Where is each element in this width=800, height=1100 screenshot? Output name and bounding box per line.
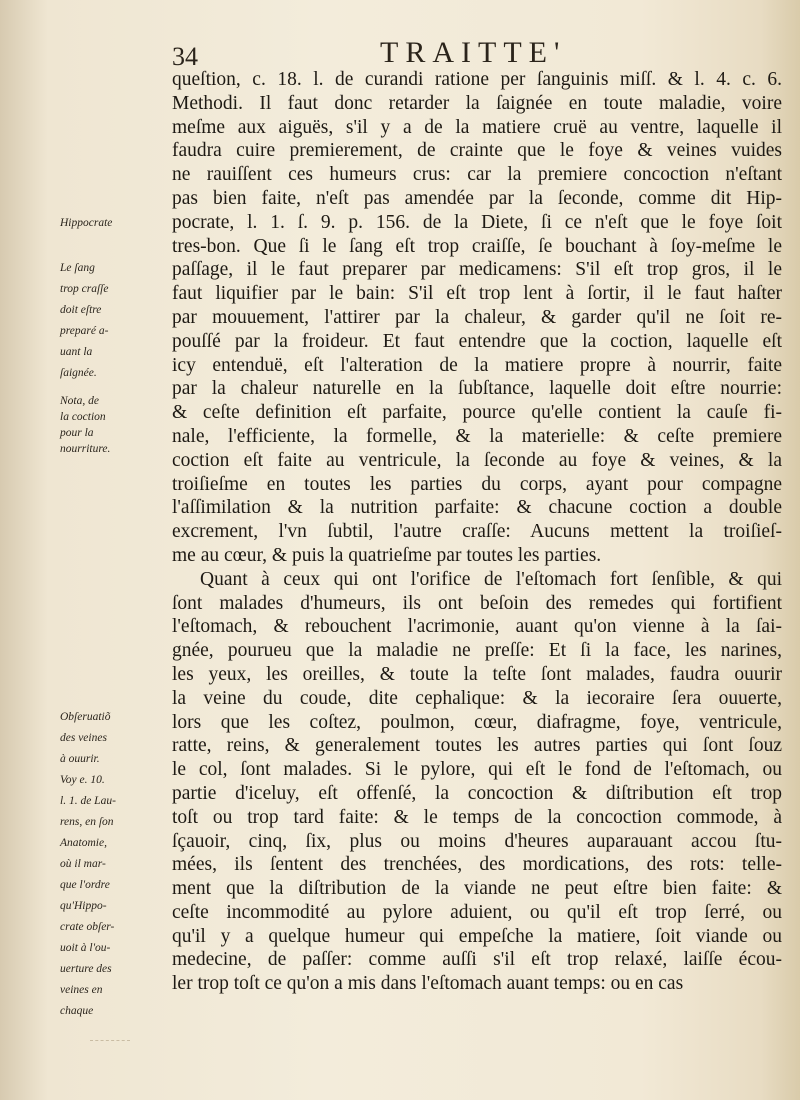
text-line: pouſſé par la froideur. Et faut entendre que la coction, laquelle eſt <box>172 330 782 352</box>
margin-note-line: l. 1. de Lau- <box>60 795 116 807</box>
margin-note <box>60 707 165 1022</box>
text-line: pas bien faite, n'eſt pas amendée par la ſeconde, comme dit Hip- <box>172 187 782 209</box>
margin-note-line: Hippocrate <box>60 217 113 229</box>
text-line: troiſieſme en toutes les parties du corps, ayant pour compagne <box>172 473 782 495</box>
margin-note-line: chaque <box>60 1005 94 1017</box>
text-line: excrement, l'vn ſubtil, l'autre craſſe: Aucuns mettent la troiſieſ- <box>172 521 782 543</box>
text-line: & ceſte definition eſt parfaite, pource qu'elle contient la cauſe fi- <box>172 402 782 424</box>
text-line: le col, ſont malades. Si le pylore, qui eſt le fond de l'eſtomach, ou <box>172 759 782 781</box>
margin-note-line: que l'ordre <box>60 879 110 891</box>
text-line: ne rauiſſent ces humeurs crus: car la premiere concoction n'eſtant <box>172 164 782 186</box>
text-line: la veine du coude, dite cephalique: & la iecoraire ſera ouuerte, <box>172 687 782 709</box>
text-line: ratte, reins, & generalement toutes les autres parties qui ſont ſouz <box>172 735 782 757</box>
margin-note-line: uoit à l'ou- <box>60 942 111 954</box>
margin-note-line: uerture des <box>60 963 112 975</box>
margin-note-line: uant la <box>60 346 93 358</box>
margin-note-line: la coction <box>60 411 106 423</box>
text-line: faut liquifier par le bain: S'il eſt trop lent à ſortir, il le faut haſter <box>172 283 782 305</box>
text-line: meſme aux aiguës, s'il y a de la matiere cruë au ventre, laquelle il <box>172 116 782 138</box>
text-line: paſſage, il le faut preparer par medicamens: S'il eſt trop gros, il le <box>172 259 782 281</box>
running-title: TRAITTE' <box>380 36 567 69</box>
text-line: tres-bon. Que ſi le ſang eſt trop craiſſe, ſe bouchant à ſoy-meſme le <box>172 235 782 257</box>
margin-note-line: des veines <box>60 732 107 744</box>
text-line: ſçauoir, cinq, ſix, plus ou moins d'heures auparauant accou ſtu- <box>172 830 782 852</box>
margin-note-line: ſaignée. <box>60 367 97 379</box>
text-line: mées, ils ſentent des trenchées, des mordications, des rots: telle- <box>172 854 782 876</box>
margin-note-line: Voy e. 10. <box>60 774 105 786</box>
text-line: ler trop toſt ce qu'on a mis dans l'eſtomach auant temps: ou en cas <box>172 973 684 995</box>
body-text <box>172 68 782 996</box>
margin-note-line: Le ſang <box>60 262 95 274</box>
text-line: qu'il y a quelque humeur qui empeſche la matiere, ſoit viande ou <box>172 925 782 947</box>
text-line: l'eſtomach, & rebouchent l'acrimonie, auant qu'on vienne à la ſai- <box>172 616 782 638</box>
margin-note <box>60 258 165 384</box>
margin-note-line: qu'Hippo- <box>60 900 107 912</box>
margin-note-line: nourriture. <box>60 443 111 455</box>
margin-note-line: où il mar- <box>60 858 106 870</box>
text-line: Quant à ceux qui ont l'orifice de l'eſtomach fort ſenſible, & qui <box>200 568 782 590</box>
text-line: icy entenduë, eſt l'alteration de la matiere propre à nourrir, faite <box>172 354 782 376</box>
text-line: coction eſt faite au ventricule, la ſeconde au foye & veines, & la <box>172 449 782 471</box>
text-line: ſont malades d'humeurs, ils ont beſoin des remedes qui fortifient <box>172 592 782 614</box>
margin-note-line: Obſeruatiõ <box>60 711 111 723</box>
margin-note-line: trop craſſe <box>60 283 109 295</box>
margin-note-line: Nota, de <box>60 395 99 407</box>
text-line: toſt ou trop tard faite: & le temps de la concoction commode, à <box>172 806 782 828</box>
margin-note-line: rens, en ſon <box>60 816 114 828</box>
margin-note <box>60 215 165 231</box>
text-line: par mouuement, l'attirer par la chaleur, & garder qu'il ne ſoit re- <box>172 306 782 328</box>
text-line: les yeux, les oreilles, & toute la teſte ſont malades, faudra ouurir <box>172 663 782 685</box>
margin-note-line: preparé a- <box>60 325 109 337</box>
text-line: me au cœur, & puis la quatrieſme par toutes les parties. <box>172 544 602 566</box>
text-line: queſtion, c. 18. l. de curandi ratione per ſanguinis miſſ. & l. 4. c. 6. <box>172 69 782 90</box>
text-line: ment que la diſtribution de la viande ne peut eſtre bien faite: & <box>172 878 782 900</box>
text-line: Methodi. Il faut donc retarder la ſaignée en toute maladie, voire <box>172 92 782 114</box>
margin-note-line: doit eſtre <box>60 304 102 316</box>
text-line: medecine, de paſſer: comme auſſi s'il eſt trop relaxé, laiſſe écou- <box>172 949 782 971</box>
page-number: 34 <box>172 42 198 71</box>
text-line: gnée, pourueu que la maladie ne preſſe: Et ſi la face, les narines, <box>172 640 782 662</box>
page-smudge <box>90 1040 130 1047</box>
text-line: faudra cuire premierement, de crainte que le foye & veines vuides <box>172 140 782 162</box>
text-line: partie d'iceluy, eſt offenſé, la concoction & diſtribution eſt trop <box>172 782 782 804</box>
margin-note <box>60 393 165 457</box>
margin-note-line: veines en <box>60 984 103 996</box>
margin-note-line: crate obſer- <box>60 921 115 933</box>
text-line: l'aſſimilation & la nutrition parfaite: & chacune coction a double <box>172 497 782 519</box>
text-line: pocrate, l. 1. ſ. 9. p. 156. de la Diete, ſi ce n'eſt que le foye ſoit <box>172 211 782 233</box>
text-line: par la chaleur naturelle en la ſubſtance, laquelle doit eſtre nourrie: <box>172 378 782 400</box>
margin-note-line: Anatomie, <box>60 837 107 849</box>
margin-note-line: à ouurir. <box>60 753 100 765</box>
text-line: ceſte incommodité au pylore aduient, ou qu'il eſt trop ſerré, ou <box>172 901 782 923</box>
margin-note-line: pour la <box>60 427 94 439</box>
text-line: lors que les coſtez, poulmon, cœur, diafragme, foye, ventricule, <box>172 711 782 733</box>
text-line: nale, l'efficiente, la formelle, & la materielle: & ceſte premiere <box>172 425 782 447</box>
